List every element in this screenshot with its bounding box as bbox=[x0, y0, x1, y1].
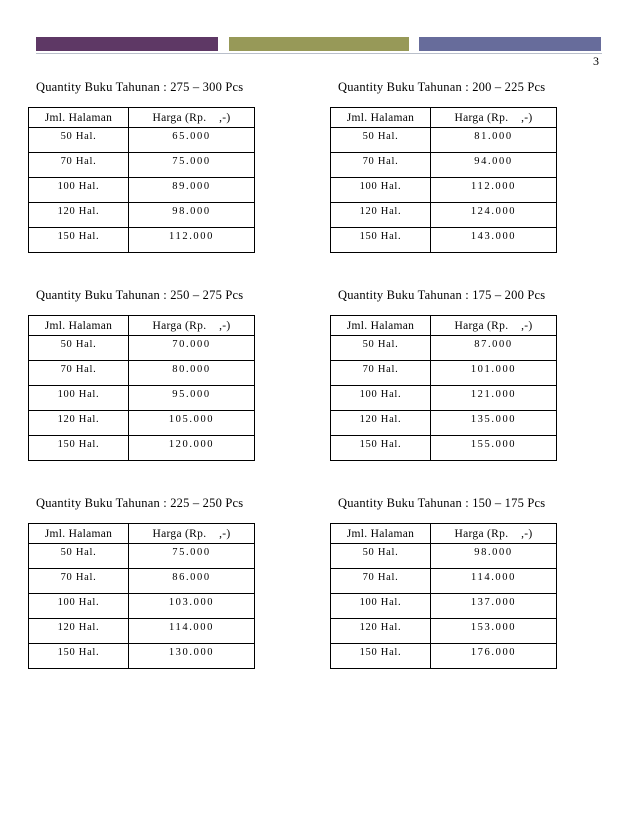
price-cell: 135.000 bbox=[431, 411, 557, 436]
table-row bbox=[29, 178, 255, 203]
table-header-row bbox=[29, 108, 255, 128]
price-cell: 98.000 bbox=[431, 544, 557, 569]
table-row bbox=[331, 153, 557, 178]
price-table bbox=[28, 523, 255, 669]
pages-cell: 150 Hal. bbox=[29, 436, 129, 461]
price-cell: 112.000 bbox=[431, 178, 557, 203]
price-cell: 94.000 bbox=[431, 153, 557, 178]
table-row bbox=[29, 361, 255, 386]
pages-cell: 50 Hal. bbox=[331, 336, 431, 361]
table-row bbox=[29, 619, 255, 644]
column-header-price: Harga (Rp. ,-) bbox=[129, 316, 255, 336]
price-cell: 80.000 bbox=[129, 361, 255, 386]
table-header-row bbox=[29, 316, 255, 336]
pages-cell: 100 Hal. bbox=[331, 594, 431, 619]
price-section-225-250 bbox=[28, 496, 254, 669]
column-header-price: Harga (Rp. ,-) bbox=[431, 316, 557, 336]
table-header-row bbox=[331, 316, 557, 336]
section-title: Quantity Buku Tahunan : 175 – 200 Pcs bbox=[338, 288, 546, 302]
price-cell: 70.000 bbox=[129, 336, 255, 361]
violet-header-bar bbox=[419, 37, 601, 51]
column-header-pages: Jml. Halaman bbox=[331, 108, 431, 128]
price-cell: 105.000 bbox=[129, 411, 255, 436]
pages-cell: 70 Hal. bbox=[29, 153, 129, 178]
price-cell: 112.000 bbox=[129, 228, 255, 253]
pages-cell: 70 Hal. bbox=[29, 361, 129, 386]
table-row bbox=[29, 594, 255, 619]
pages-cell: 150 Hal. bbox=[29, 644, 129, 669]
column-header-price: Harga (Rp. ,-) bbox=[129, 524, 255, 544]
price-cell: 124.000 bbox=[431, 203, 557, 228]
table-row bbox=[29, 386, 255, 411]
pages-cell: 120 Hal. bbox=[29, 411, 129, 436]
olive-header-bar bbox=[229, 37, 409, 51]
pages-cell: 100 Hal. bbox=[331, 386, 431, 411]
table-header-row bbox=[331, 524, 557, 544]
table-row bbox=[331, 569, 557, 594]
price-cell: 176.000 bbox=[431, 644, 557, 669]
pages-cell: 120 Hal. bbox=[29, 203, 129, 228]
price-table bbox=[330, 523, 557, 669]
section-title: Quantity Buku Tahunan : 150 – 175 Pcs bbox=[338, 496, 546, 510]
section-title: Quantity Buku Tahunan : 200 – 225 Pcs bbox=[338, 80, 546, 94]
table-row bbox=[29, 644, 255, 669]
table-row bbox=[331, 228, 557, 253]
table-row bbox=[331, 203, 557, 228]
table-row bbox=[29, 336, 255, 361]
pages-cell: 50 Hal. bbox=[29, 128, 129, 153]
section-title: Quantity Buku Tahunan : 225 – 250 Pcs bbox=[36, 496, 244, 510]
page-number: 3 bbox=[593, 54, 599, 68]
pages-cell: 50 Hal. bbox=[331, 544, 431, 569]
pages-cell: 150 Hal. bbox=[29, 228, 129, 253]
column-header-pages: Jml. Halaman bbox=[29, 524, 129, 544]
price-cell: 103.000 bbox=[129, 594, 255, 619]
pages-cell: 50 Hal. bbox=[29, 336, 129, 361]
price-cell: 75.000 bbox=[129, 544, 255, 569]
price-cell: 81.000 bbox=[431, 128, 557, 153]
column-header-price: Harga (Rp. ,-) bbox=[431, 108, 557, 128]
table-row bbox=[29, 436, 255, 461]
pages-cell: 150 Hal. bbox=[331, 228, 431, 253]
pages-cell: 100 Hal. bbox=[29, 594, 129, 619]
price-cell: 65.000 bbox=[129, 128, 255, 153]
table-row bbox=[331, 386, 557, 411]
price-cell: 130.000 bbox=[129, 644, 255, 669]
pages-cell: 120 Hal. bbox=[29, 619, 129, 644]
price-cell: 75.000 bbox=[129, 153, 255, 178]
price-cell: 137.000 bbox=[431, 594, 557, 619]
section-title: Quantity Buku Tahunan : 250 – 275 Pcs bbox=[36, 288, 244, 302]
table-row bbox=[29, 153, 255, 178]
price-section-275-300 bbox=[28, 80, 254, 253]
table-row bbox=[331, 336, 557, 361]
table-row bbox=[29, 203, 255, 228]
pages-cell: 70 Hal. bbox=[331, 153, 431, 178]
price-cell: 101.000 bbox=[431, 361, 557, 386]
pages-cell: 120 Hal. bbox=[331, 411, 431, 436]
table-row bbox=[331, 128, 557, 153]
table-row bbox=[29, 411, 255, 436]
table-row bbox=[331, 436, 557, 461]
pages-cell: 70 Hal. bbox=[29, 569, 129, 594]
table-header-row bbox=[29, 524, 255, 544]
price-cell: 143.000 bbox=[431, 228, 557, 253]
price-cell: 153.000 bbox=[431, 619, 557, 644]
pages-cell: 70 Hal. bbox=[331, 569, 431, 594]
price-table bbox=[28, 107, 255, 253]
pages-cell: 70 Hal. bbox=[331, 361, 431, 386]
pages-cell: 50 Hal. bbox=[331, 128, 431, 153]
price-table bbox=[330, 315, 557, 461]
price-cell: 114.000 bbox=[129, 619, 255, 644]
pages-cell: 100 Hal. bbox=[29, 178, 129, 203]
column-header-pages: Jml. Halaman bbox=[331, 316, 431, 336]
column-header-pages: Jml. Halaman bbox=[331, 524, 431, 544]
table-row bbox=[331, 178, 557, 203]
pages-cell: 120 Hal. bbox=[331, 619, 431, 644]
pages-cell: 100 Hal. bbox=[331, 178, 431, 203]
column-header-price: Harga (Rp. ,-) bbox=[431, 524, 557, 544]
price-table bbox=[330, 107, 557, 253]
pages-cell: 120 Hal. bbox=[331, 203, 431, 228]
table-row bbox=[29, 544, 255, 569]
price-section-150-175 bbox=[330, 496, 556, 669]
header-divider-line bbox=[36, 53, 602, 54]
price-cell: 95.000 bbox=[129, 386, 255, 411]
price-section-175-200 bbox=[330, 288, 556, 461]
price-cell: 87.000 bbox=[431, 336, 557, 361]
table-row bbox=[29, 128, 255, 153]
section-title: Quantity Buku Tahunan : 275 – 300 Pcs bbox=[36, 80, 244, 94]
column-header-pages: Jml. Halaman bbox=[29, 108, 129, 128]
table-row bbox=[331, 544, 557, 569]
price-cell: 98.000 bbox=[129, 203, 255, 228]
table-row bbox=[29, 569, 255, 594]
pages-cell: 150 Hal. bbox=[331, 644, 431, 669]
price-cell: 120.000 bbox=[129, 436, 255, 461]
column-header-pages: Jml. Halaman bbox=[29, 316, 129, 336]
price-table bbox=[28, 315, 255, 461]
table-row bbox=[29, 228, 255, 253]
column-header-price: Harga (Rp. ,-) bbox=[129, 108, 255, 128]
pages-cell: 50 Hal. bbox=[29, 544, 129, 569]
price-section-250-275 bbox=[28, 288, 254, 461]
table-row bbox=[331, 594, 557, 619]
purple-header-bar bbox=[36, 37, 218, 51]
price-section-200-225 bbox=[330, 80, 556, 253]
table-row bbox=[331, 644, 557, 669]
price-cell: 114.000 bbox=[431, 569, 557, 594]
pages-cell: 100 Hal. bbox=[29, 386, 129, 411]
price-cell: 86.000 bbox=[129, 569, 255, 594]
price-cell: 155.000 bbox=[431, 436, 557, 461]
table-row bbox=[331, 361, 557, 386]
table-row bbox=[331, 411, 557, 436]
price-cell: 121.000 bbox=[431, 386, 557, 411]
table-header-row bbox=[331, 108, 557, 128]
pages-cell: 150 Hal. bbox=[331, 436, 431, 461]
table-row bbox=[331, 619, 557, 644]
price-cell: 89.000 bbox=[129, 178, 255, 203]
